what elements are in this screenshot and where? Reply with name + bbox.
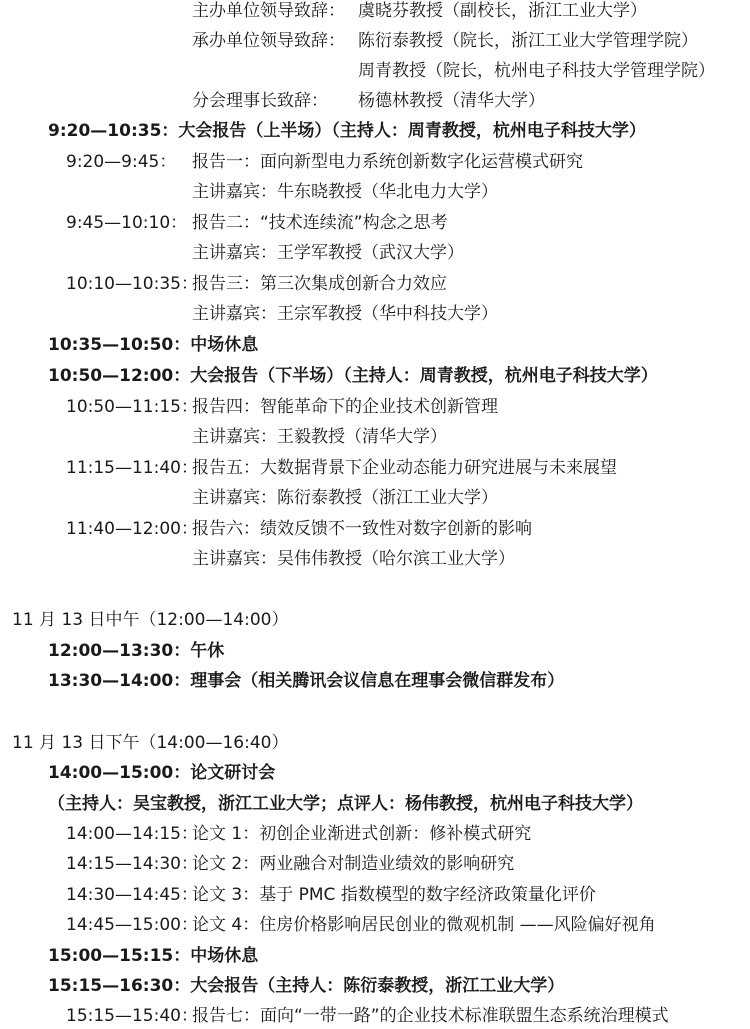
- report-4-time: 10:50—11:15：: [66, 397, 198, 417]
- report-3-speaker: 主讲嘉宾：王宗军教授（华中科技大学）: [192, 304, 498, 324]
- paper-4-title: 论文 4：住房价格影响居民创业的微观机制 ——风险偏好视角: [192, 915, 656, 935]
- report-5-speaker: 主讲嘉宾：陈衍泰教授（浙江工业大学）: [192, 488, 498, 508]
- paper-1-title: 论文 1：初创企业渐进式创新：修补模式研究: [192, 824, 532, 844]
- report-6-speaker: 主讲嘉宾：吴伟伟教授（哈尔滨工业大学）: [192, 549, 515, 569]
- report-3-title: 报告三：第三次集成创新合力效应: [192, 274, 447, 294]
- opening-branch-label: 分会理事长致辞：: [192, 91, 328, 111]
- report-1-time: 9:20—9:45：: [66, 152, 177, 172]
- paper-2-title: 论文 2：两业融合对制造业绩效的影响研究: [192, 854, 515, 874]
- plenary-second-header: 10:50—12:00：大会报告（下半场）（主持人：周青教授，杭州电子科技大学）: [48, 366, 658, 386]
- plenary-first-header: 9:20—10:35：大会报告（上半场）（主持人：周青教授，杭州电子科技大学）: [48, 121, 646, 141]
- paper-2-time: 14:15—14:30：: [66, 854, 198, 874]
- opening-organizer-label: 承办单位领导致辞：: [192, 31, 345, 51]
- report-4-speaker: 主讲嘉宾：王毅教授（清华大学）: [192, 427, 447, 447]
- opening-branch-speaker: 杨德林教授（清华大学）: [358, 91, 545, 111]
- afternoon-header: 11 月 13 日下午（14:00—16:40）: [12, 733, 289, 753]
- opening-host-speaker: 虞晓芬教授（副校长，浙江工业大学）: [358, 1, 647, 21]
- paper-3-title: 论文 3：基于 PMC 指数模型的数字经济政策量化评价: [192, 885, 596, 905]
- noon-rest: 12:00—13:30：午休: [48, 641, 225, 661]
- report-5-title: 报告五：大数据背景下企业动态能力研究进展与未来展望: [192, 458, 617, 478]
- report-3-time: 10:10—10:35：: [66, 274, 198, 294]
- opening-organizer-speaker-2: 周青教授（院长，杭州电子科技大学管理学院）: [358, 61, 715, 81]
- report-1-speaker: 主讲嘉宾：牛东晓教授（华北电力大学）: [192, 182, 498, 202]
- report-6-title: 报告六：绩效反馈不一致性对数字创新的影响: [192, 519, 532, 539]
- report-2-time: 9:45—10:10：: [66, 213, 188, 233]
- report-2-speaker: 主讲嘉宾：王学军教授（武汉大学）: [192, 243, 464, 263]
- report-6-time: 11:40—12:00：: [66, 519, 198, 539]
- report-1-title: 报告一：面向新型电力系统创新数字化运营模式研究: [192, 152, 583, 172]
- seminar-hosts: （主持人：吴宝教授，浙江工业大学；点评人：杨伟教授，杭州电子科技大学）: [48, 794, 643, 814]
- report-7-time: 15:15—15:40：: [66, 1006, 198, 1026]
- paper-3-time: 14:30—14:45：: [66, 885, 198, 905]
- paper-1-time: 14:00—14:15：: [66, 824, 198, 844]
- paper-4-time: 14:45—15:00：: [66, 915, 198, 935]
- report-2-title: 报告二：“技术连续流”构念之思考: [192, 213, 448, 233]
- opening-host-label: 主办单位领导致辞：: [192, 1, 345, 21]
- report-4-title: 报告四：智能革命下的企业技术创新管理: [192, 397, 498, 417]
- break-2: 15:00—15:15：中场休息: [48, 946, 259, 966]
- noon-council: 13:30—14:00：理事会（相关腾讯会议信息在理事会微信群发布）: [48, 671, 565, 691]
- seminar-header: 14:00—15:00：论文研讨会: [48, 763, 276, 783]
- break-1: 10:35—10:50：中场休息: [48, 335, 259, 355]
- report-5-time: 11:15—11:40：: [66, 458, 198, 478]
- opening-organizer-speaker-1: 陈衍泰教授（院长，浙江工业大学管理学院）: [358, 31, 698, 51]
- plenary-third-header: 15:15—16:30：大会报告（主持人：陈衍泰教授，浙江工业大学）: [48, 976, 565, 996]
- report-7-title: 报告七：面向“一带一路”的企业技术标准联盟生态系统治理模式: [192, 1006, 669, 1026]
- noon-header: 11 月 13 日中午（12:00—14:00）: [12, 610, 289, 630]
